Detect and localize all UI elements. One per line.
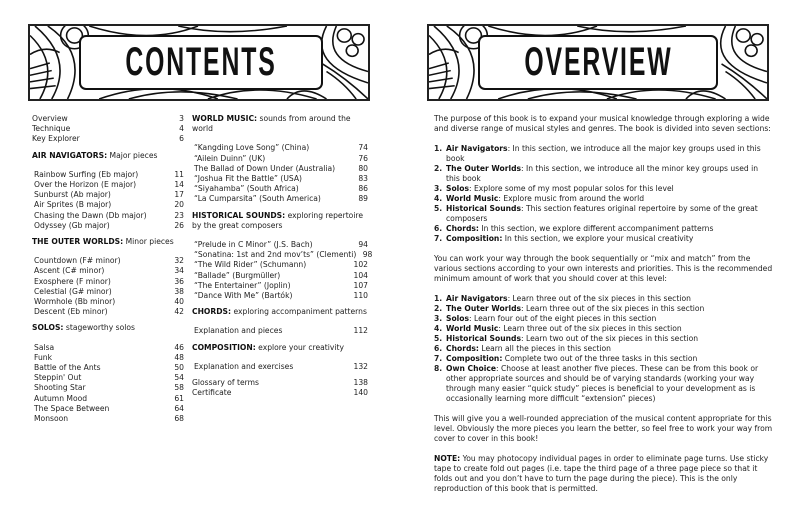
toc-entry[interactable]: “Siyahamba” (South Africa) 86 [194,184,368,194]
contents-title-box [79,35,323,90]
requirement-item: 7. Composition: Complete two out of the three tasks in this section [434,354,698,363]
contents-title: CONTENTS [125,40,277,84]
closing-paragraph: This will give you a well-rounded appreciation of the musical content appropriate for this level. Obviously the more pieces you learn the better, so feel free to work your way from cover to cover in this book! [434,414,773,443]
overview-page [400,0,800,518]
toc-entry[interactable]: Technique 4 [32,124,184,134]
overview-banner [427,24,769,101]
section-list [434,144,774,244]
section-list-item: 1. Air Navigators: In this section, we introduce all the major key groups used in this book [434,144,761,163]
contents-banner [28,24,370,101]
note-text: You may photocopy individual pages in order to eliminate page turns. Use sticky tape to create fold out pages (i.e. tape the third page of a three page piece so that it folds out and you don’t have to turn the page during the piece). This is the only reproduction of this book that is permitted. [434,454,769,493]
toc-entry[interactable]: Wormhole (Bb minor) 40 [34,297,184,307]
toc-entry-certificate[interactable]: Certificate 140 [192,388,368,398]
toc-entry[interactable]: Battle of the Ants 50 [34,363,184,373]
toc-entry[interactable]: Celestial (G# minor) 38 [34,286,184,296]
toc-column-right [192,114,373,398]
section-heading-chords: CHORDS: exploring accompaniment patterns [192,307,367,317]
toc-entry[interactable]: Explanation and pieces 112 [194,326,368,336]
requirement-item: 6. Chords: Learn all the pieces in this section [434,344,611,353]
requirements-list [434,294,774,404]
toc-entry[interactable]: “Dance With Me” (Bartók) 110 [194,291,368,301]
toc-entry[interactable]: Over the Horizon (E major) 14 [34,180,184,190]
toc-entry[interactable]: Ascent (C# minor) 34 [34,266,184,276]
toc-entry[interactable]: Chasing the Dawn (Db major) 23 [34,210,184,220]
section-list-item: 3. Solos: Explore some of my most popular solos for this level [434,184,674,193]
toc-entry[interactable]: The Ballad of Down Under (Australia) 80 [194,163,368,173]
section-list-item: 4. World Music: Explore music from around the world [434,194,645,203]
toc-entry[interactable]: Odyssey (Gb major) 26 [34,220,184,230]
toc-entry[interactable]: The Space Between 64 [34,403,184,413]
section-heading-composition: COMPOSITION: explore your creativity [192,342,344,352]
overview-title-box [478,35,718,90]
work-paragraph: You can work your way through the book sequentially or “mix and match” from the various sections according to your own interests and priorities. This is the recommended minimum amount of work that you should cover at this level: [434,254,773,283]
toc-entry[interactable]: Shooting Star 58 [34,383,184,393]
toc-entry[interactable]: Key Explorer 6 [32,134,184,144]
section-list-item: 2. The Outer Worlds: In this section, we introduce all the minor key groups used in this book [434,164,759,183]
toc-entry[interactable]: “Joshua Fit the Battle” (USA) 83 [194,174,368,184]
requirement-item: 2. The Outer Worlds: Learn three out of the six pieces in this section [434,304,705,313]
section-list-item: 7. Composition: In this section, we explore your musical creativity [434,234,694,243]
toc-entry[interactable]: Rainbow Surfing (Eb major) 11 [34,169,184,179]
requirement-item: 4. World Music: Learn three out of the six pieces in this section [434,324,682,333]
section-heading-solos: SOLOS: stageworthy solos [32,323,135,333]
requirement-item: 3. Solos: Learn four out of the eight pieces in this section [434,314,657,323]
toc-entry[interactable]: Countdown (F# minor) 32 [34,256,184,266]
requirement-item: 5. Historical Sounds: Learn two out of the six pieces in this section [434,334,699,343]
section-heading-world-music: WORLD MUSIC: sounds from around the world [192,114,351,134]
toc-column-left [32,114,184,424]
toc-entry[interactable]: “The Entertainer” (Joplin) 107 [194,280,368,290]
toc-entry[interactable]: “Ailein Duinn” (UK) 76 [194,153,368,163]
overview-body [434,114,774,504]
toc-entry[interactable]: Steppin' Out 54 [34,373,184,383]
toc-entry[interactable]: Salsa 46 [34,342,184,352]
requirement-item: 1. Air Navigators: Learn three out of the six pieces in this section [434,294,691,303]
section-heading-outer-worlds: THE OUTER WORLDS: Minor pieces [32,237,174,247]
overview-intro: The purpose of this book is to expand your musical knowledge through exploring a wide and diverse range of musical styles and genres. The book is divided into seven sections: [434,114,771,133]
toc-entry[interactable]: “Kangding Love Song” (China) 74 [194,143,368,153]
toc-entry[interactable]: Overview 3 [32,114,184,123]
requirement-item: 8. Own Choice: Choose at least another five pieces. These can be from this book or other appropriate sources and should be of varying standards (working your way through many easier “quick study” pieces is beneficial to your development as is occasionally learning more difficult “extension” pieces) [434,364,759,403]
toc-entry[interactable]: “Ballade” (Burgmüller) 104 [194,270,368,280]
note-paragraph [434,454,774,494]
toc-entry[interactable]: Funk 48 [34,352,184,362]
toc-entry[interactable]: Autumn Mood 61 [34,393,184,403]
toc-entry[interactable]: Explanation and exercises 132 [194,361,368,371]
section-list-item: 6. Chords: In this section, we explore different accompaniment patterns [434,224,714,233]
toc-entry[interactable]: Monsoon 68 [34,414,184,424]
section-heading-historical-sounds: HISTORICAL SOUNDS: exploring repertoire by the great composers [192,210,364,230]
toc-entry[interactable]: Sunburst (Ab major) 17 [34,190,184,200]
toc-entry-glossary[interactable]: Glossary of terms 138 [192,378,368,388]
toc-entry[interactable]: Descent (Eb minor) 42 [34,307,184,317]
toc-entry[interactable]: Air Sprites (B major) 20 [34,200,184,210]
overview-title: OVERVIEW [523,40,673,84]
note-label: NOTE: [434,454,461,463]
section-heading-air-navigators: AIR NAVIGATORS: Major pieces [32,150,158,160]
toc-entry[interactable]: “Sonatina: 1st and 2nd mov’ts” (Clementi) 98 [194,250,373,260]
toc-entry[interactable]: “The Wild Rider” (Schumann) 102 [194,260,368,270]
section-list-item: 5. Historical Sounds: This section features original repertoire by some of the great composers [434,204,758,223]
toc-entry[interactable]: “La Cumparsita” (South America) 89 [194,194,368,204]
toc-entry[interactable]: Exosphere (F minor) 36 [34,276,184,286]
toc-entry[interactable]: “Prelude in C Minor” (J.S. Bach) 94 [194,240,368,250]
